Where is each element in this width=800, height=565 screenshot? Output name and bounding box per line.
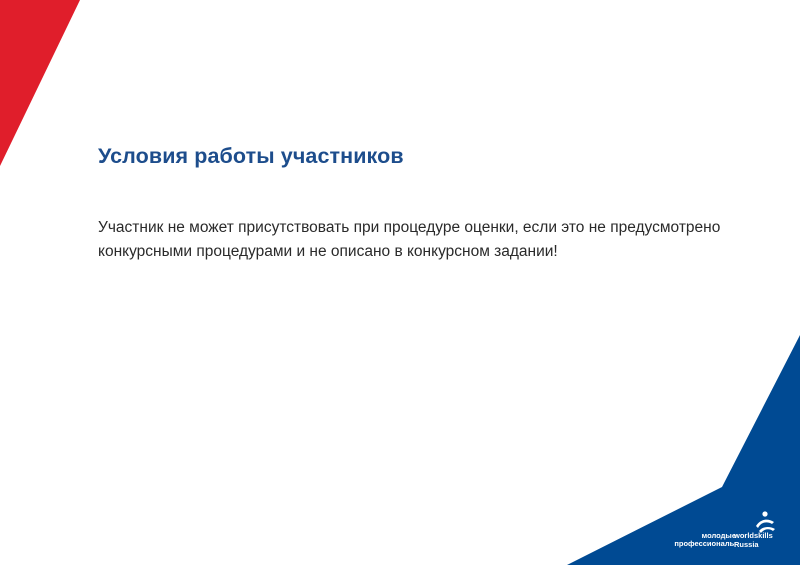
slide-body-text: Участник не может присутствовать при процедуре оценки, если это не предусмотрено конкурсными процедурами и не описано в конкурсном задании! <box>98 219 721 260</box>
logo-text-line2: профессионалы <box>674 539 736 548</box>
logo-brand-line2: Russia <box>734 540 759 549</box>
logo-text-line1: молодые <box>701 531 736 540</box>
slide-title: Условия работы участников <box>98 144 404 168</box>
worldskills-logo <box>668 510 786 549</box>
worldskills-emblem-icon <box>750 510 778 536</box>
red-stripe-shape <box>0 0 80 166</box>
logo-brand-line1: worldskills <box>734 531 773 540</box>
